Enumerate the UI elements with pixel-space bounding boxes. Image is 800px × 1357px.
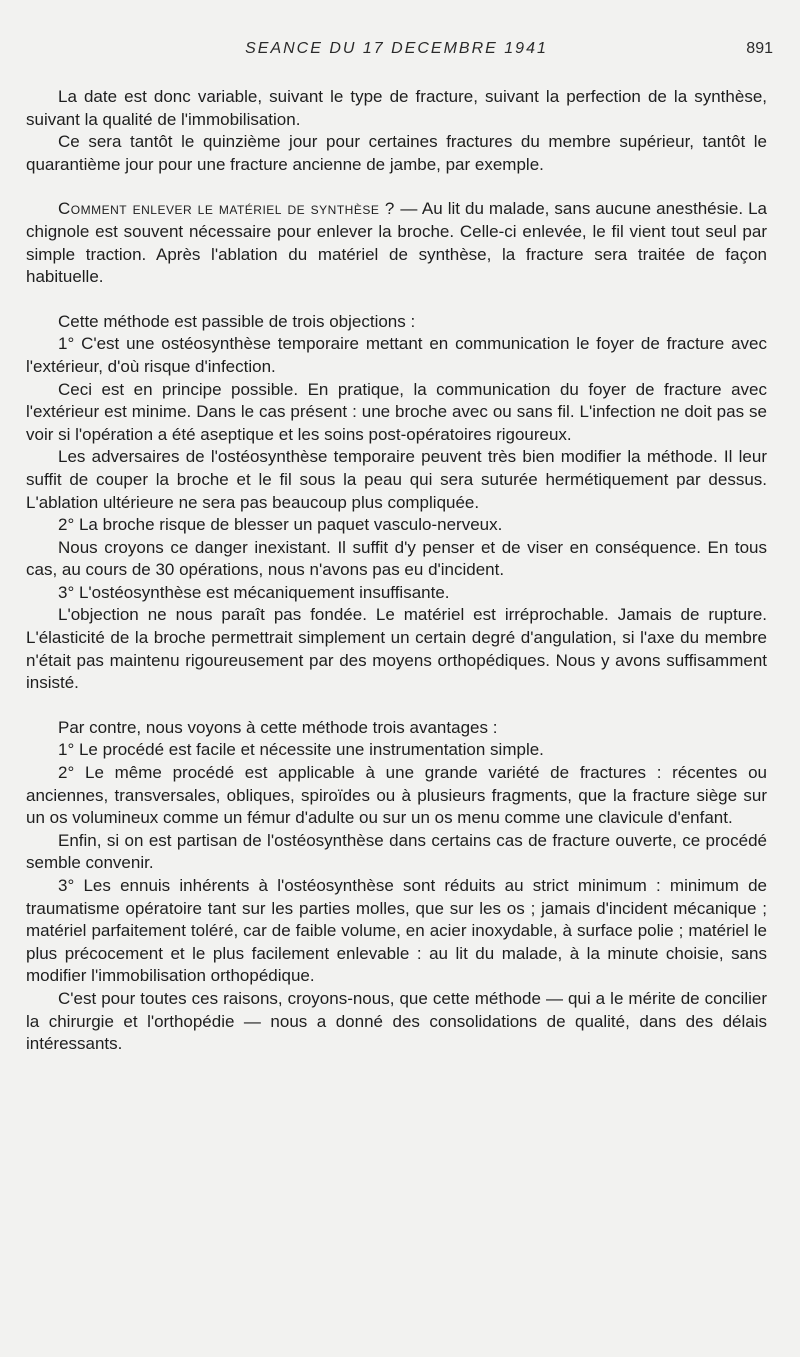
page-number: 891 [746,40,773,57]
running-header [26,40,773,64]
paragraph: Ceci est en principe possible. En pratique, la communication du foyer de fracture avec l'extérieur est minime. Dans le cas présent : une broche avec ou sans fil. L'infection ne doit pas se voir si l'opération a été aseptique et les soins post-opératoires rigoureux. [26,379,767,444]
body-text [26,86,767,1056]
paragraph: C'est pour toutes ces raisons, croyons-nous, que cette méthode — qui a le mérite de concilier la chirurgie et l'orthopédie — nous a donné des consolidations de qualité, dans des délais intéressants. [26,988,767,1054]
paragraph: Ce sera tantôt le quinzième jour pour certaines fractures du membre supérieur, tantôt le quarantième jour pour une fracture ancienne de jambe, par exemple. [26,132,767,174]
paragraph: Les adversaires de l'ostéosynthèse temporaire peuvent très bien modifier la méthode. Il leur suffit de couper la broche et le fil sous la peau qui sera suturée hermétiquement par dessus. L'ablation ultérieure ne sera pas beaucoup plus compliquée. [26,447,767,512]
section-heading: Comment enlever le matériel de synthèse ? — [58,199,418,219]
paragraph: 3° L'ostéosynthèse est mécaniquement insuffisante. [58,582,450,602]
paragraph: 2° Le même procédé est applicable à une grande variété de fractures : récentes ou anciennes, transversales, obliques, spiroïdes ou à plusieurs fragments, que la fracture siège sur un os volumineux comme un fémur d'adulte ou sur un os menu comme une clavicule d'enfant. [26,763,767,828]
paragraph: L'objection ne nous paraît pas fondée. Le matériel est irréprochable. Jamais de rupture. L'élasticité de la broche permettrait simplement un certain degré d'angulation, si l'axe du membre n'était pas maintenu rigoureusement par des moyens orthopédiques. Nous y avons suffisamment insisté. [26,605,767,693]
section-paragraph [26,198,767,288]
paragraph: 3° Les ennuis inhérents à l'ostéosynthèse sont réduits au strict minimum : minimum de traumatisme opératoire tant sur les parties molles, que sur les os ; jamais d'incident mécanique ; matériel parfaitement toléré, car de faible volume, en acier inoxydable, à surface polie ; matériel le plus précocement et le plus facilement enlevable : au lit du malade, à la minute choisie, sans modifier l'immobilisation orthopédique. [26,876,767,986]
paragraph: Enfin, si on est partisan de l'ostéosynthèse dans certains cas de fracture ouverte, ce procédé semble convenir. [26,830,767,873]
running-title: SEANCE DU 17 DECEMBRE 1941 [245,40,548,57]
paragraph: Cette méthode est passible de trois objections : [58,311,416,331]
paragraph: 1° Le procédé est facile et nécessite une instrumentation simple. [58,740,544,760]
paragraph-text: Au lit du malade, sans aucune anesthésie. La chignole est souvent nécessaire pour enlever la broche. Celle-ci enlevée, le fil vient tout seul par simple traction. Après l'ablation du matériel de synthèse, la fracture sera traitée de façon habituelle. [26,199,767,287]
paragraph: Nous croyons ce danger inexistant. Il suffit d'y penser et de viser en conséquence. En tous cas, au cours de 30 opérations, nous n'avons pas eu d'incident. [26,537,767,580]
paragraph: 1° C'est une ostéosynthèse temporaire mettant en communication le foyer de fracture avec l'extérieur, d'où risque d'infection. [26,334,767,376]
paragraph: 2° La broche risque de blesser un paquet vasculo-nerveux. [58,515,503,535]
paragraph: Par contre, nous voyons à cette méthode trois avantages : [58,717,498,737]
paragraph: La date est donc variable, suivant le type de fracture, suivant la perfection de la synthèse, suivant la qualité de l'immobilisation. [26,87,767,129]
